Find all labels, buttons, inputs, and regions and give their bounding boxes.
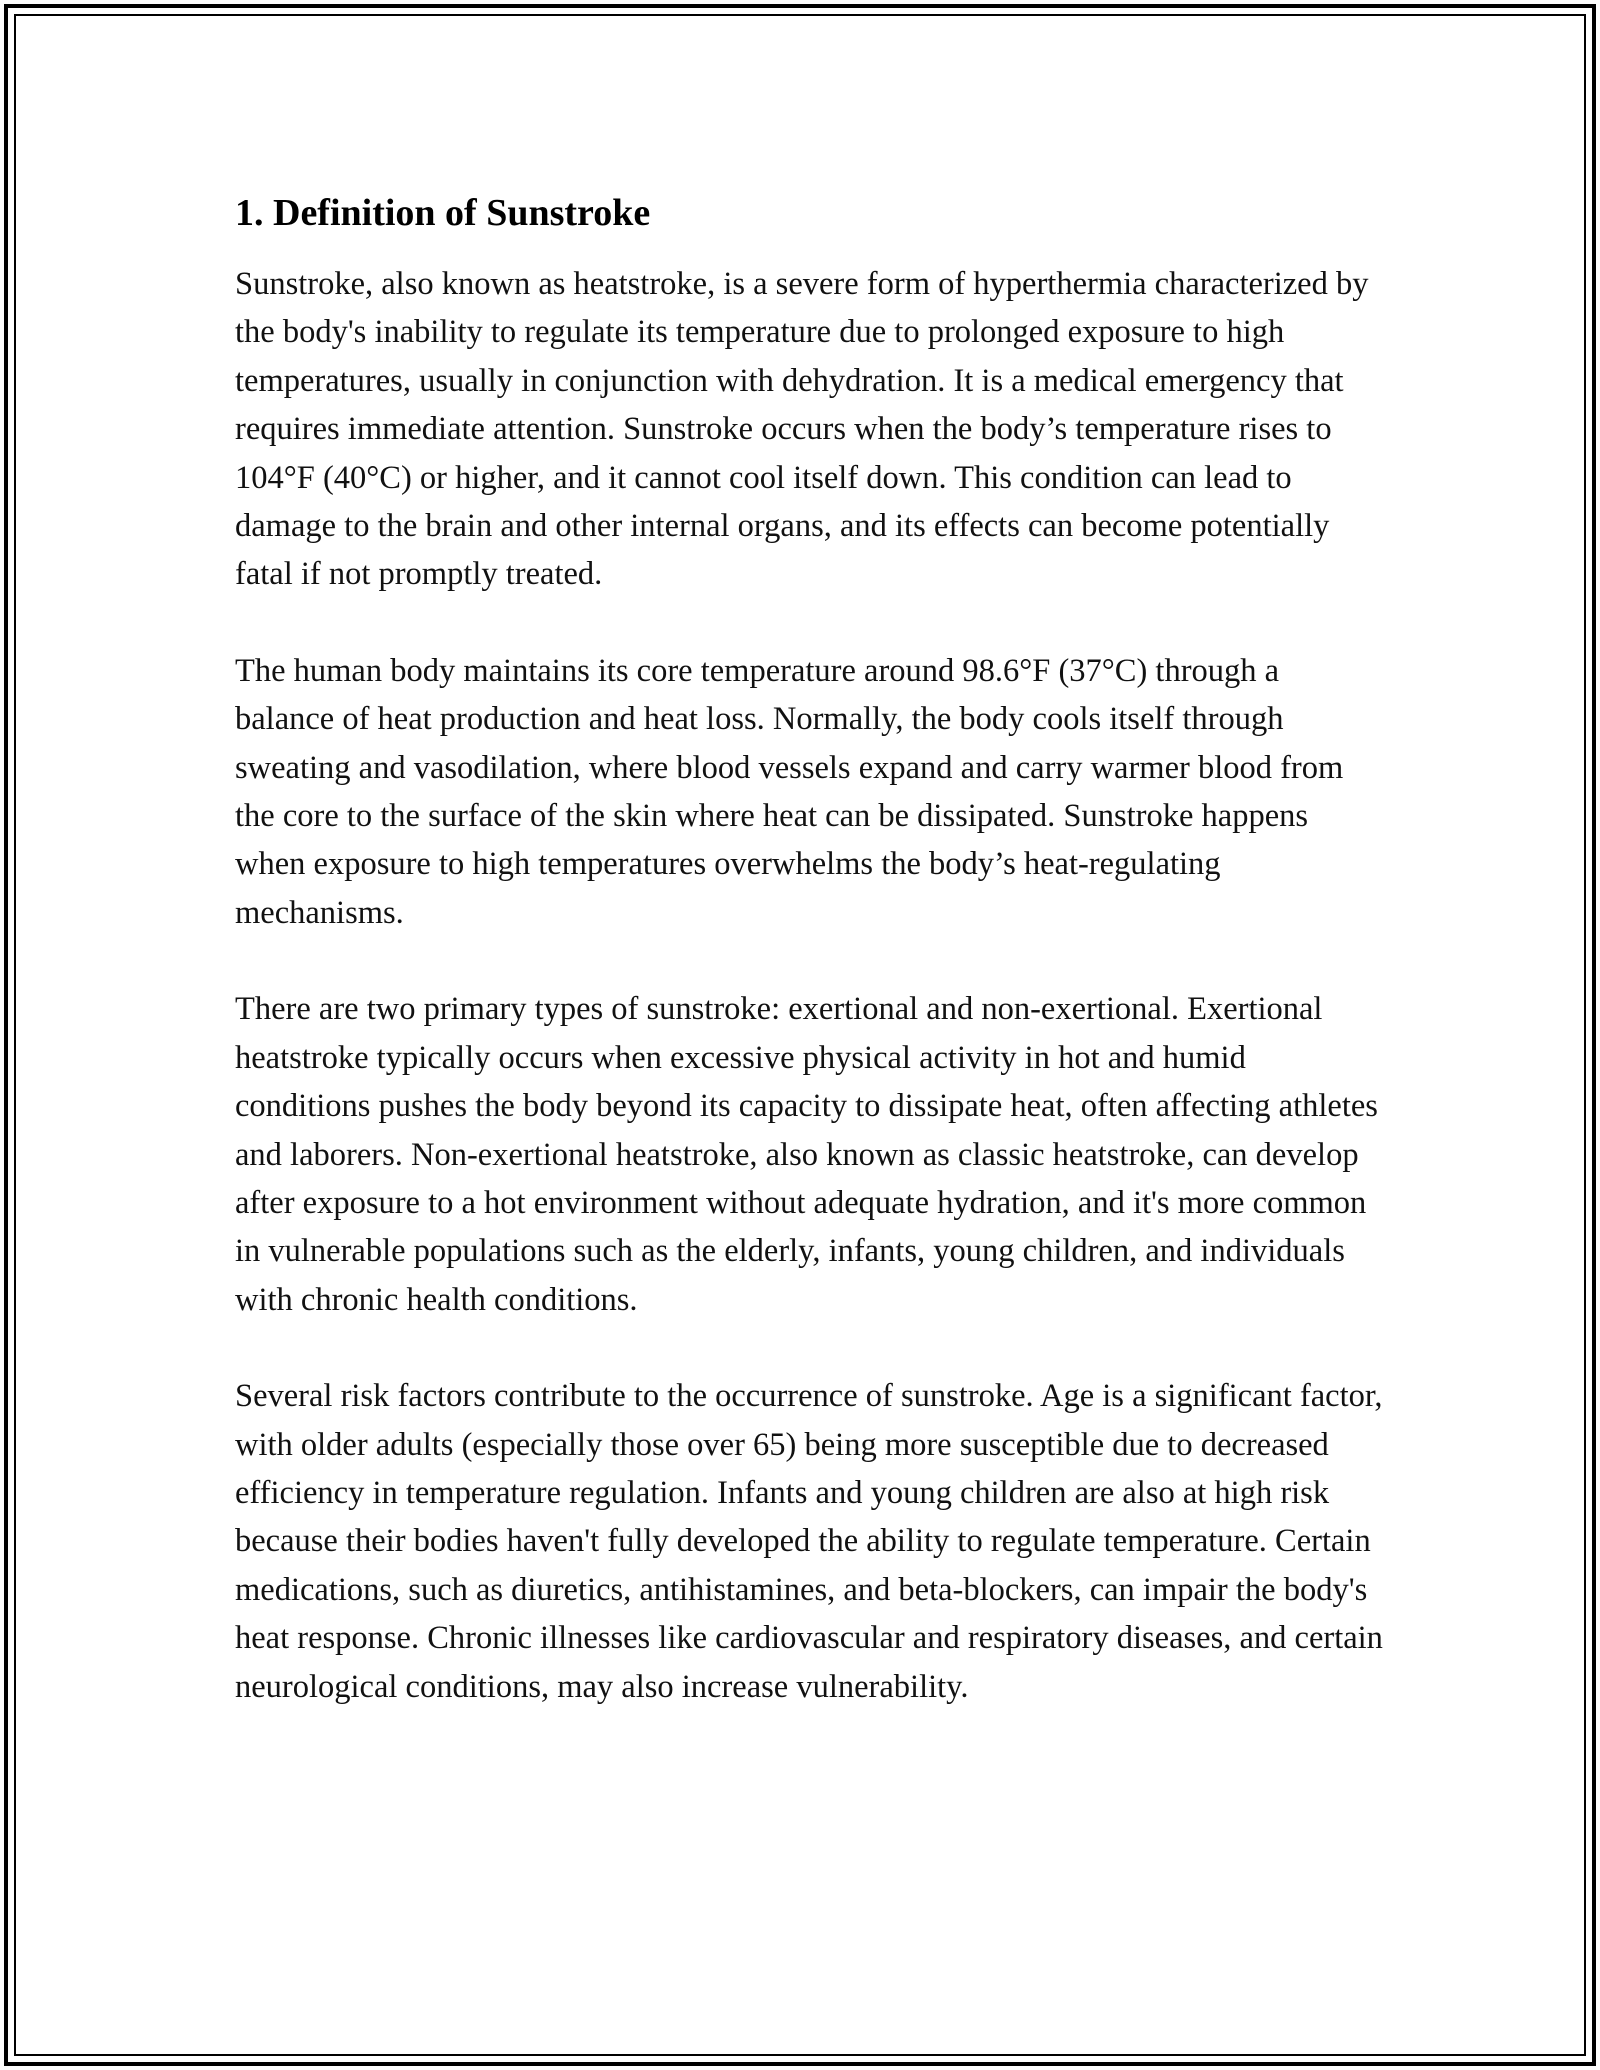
- paragraph-risk-factors: Several risk factors contribute to the occurrence of sunstroke. Age is a significant factor, with older adults (especially those over 65) being more susceptible due to decreased efficiency in temperature regulation. Infants and young children are also at high risk because their bodies haven't fully developed the ability to regulate temperature. Certain medications, such as diuretics, antihistamines, and beta-blockers, can impair the body's heat response. Chronic illnesses like cardiovascular and respiratory diseases, and certain neurological conditions, may also increase vulnerability.: [235, 1378, 1383, 1705]
- paragraph-definition: Sunstroke, also known as heatstroke, is a severe form of hyperthermia characterized by the body's inability to regulate its temperature due to prolonged exposure to high temperatures, usually in conjunction with dehydration. It is a medical emergency that requires immediate attention. Sunstroke occurs when the body’s temperature rises to 104°F (40°C) or higher, and it cannot cool itself down. This condition can lead to damage to the brain and other internal organs, and its effects can become potentially fatal if not promptly treated.: [235, 266, 1369, 593]
- paragraph-types: There are two primary types of sunstroke: exertional and non-exertional. Exertional heatstroke typically occurs when excessive physical activity in hot and humid conditions pushes the body beyond its capacity to dissipate heat, often affecting athletes and laborers. Non-exertional heatstroke, also known as classic heatstroke, can develop after exposure to a hot environment without adequate hydration, and it's more common in vulnerable populations such as the elderly, infants, young children, and individuals with chronic health conditions.: [235, 991, 1378, 1318]
- section-title: 1. Definition of Sunstroke: [235, 192, 651, 234]
- paragraph-body-temperature: The human body maintains its core temperature around 98.6°F (37°C) through a balance of heat production and heat loss. Normally, the body cools itself through sweating and vasodilation, where blood vessels expand and carry warmer blood from the core to the surface of the skin where heat can be dissipated. Sunstroke happens when exposure to high temperatures overwhelms the body’s heat-regulating mechanisms.: [235, 652, 1344, 931]
- document-body: [235, 186, 1385, 1759]
